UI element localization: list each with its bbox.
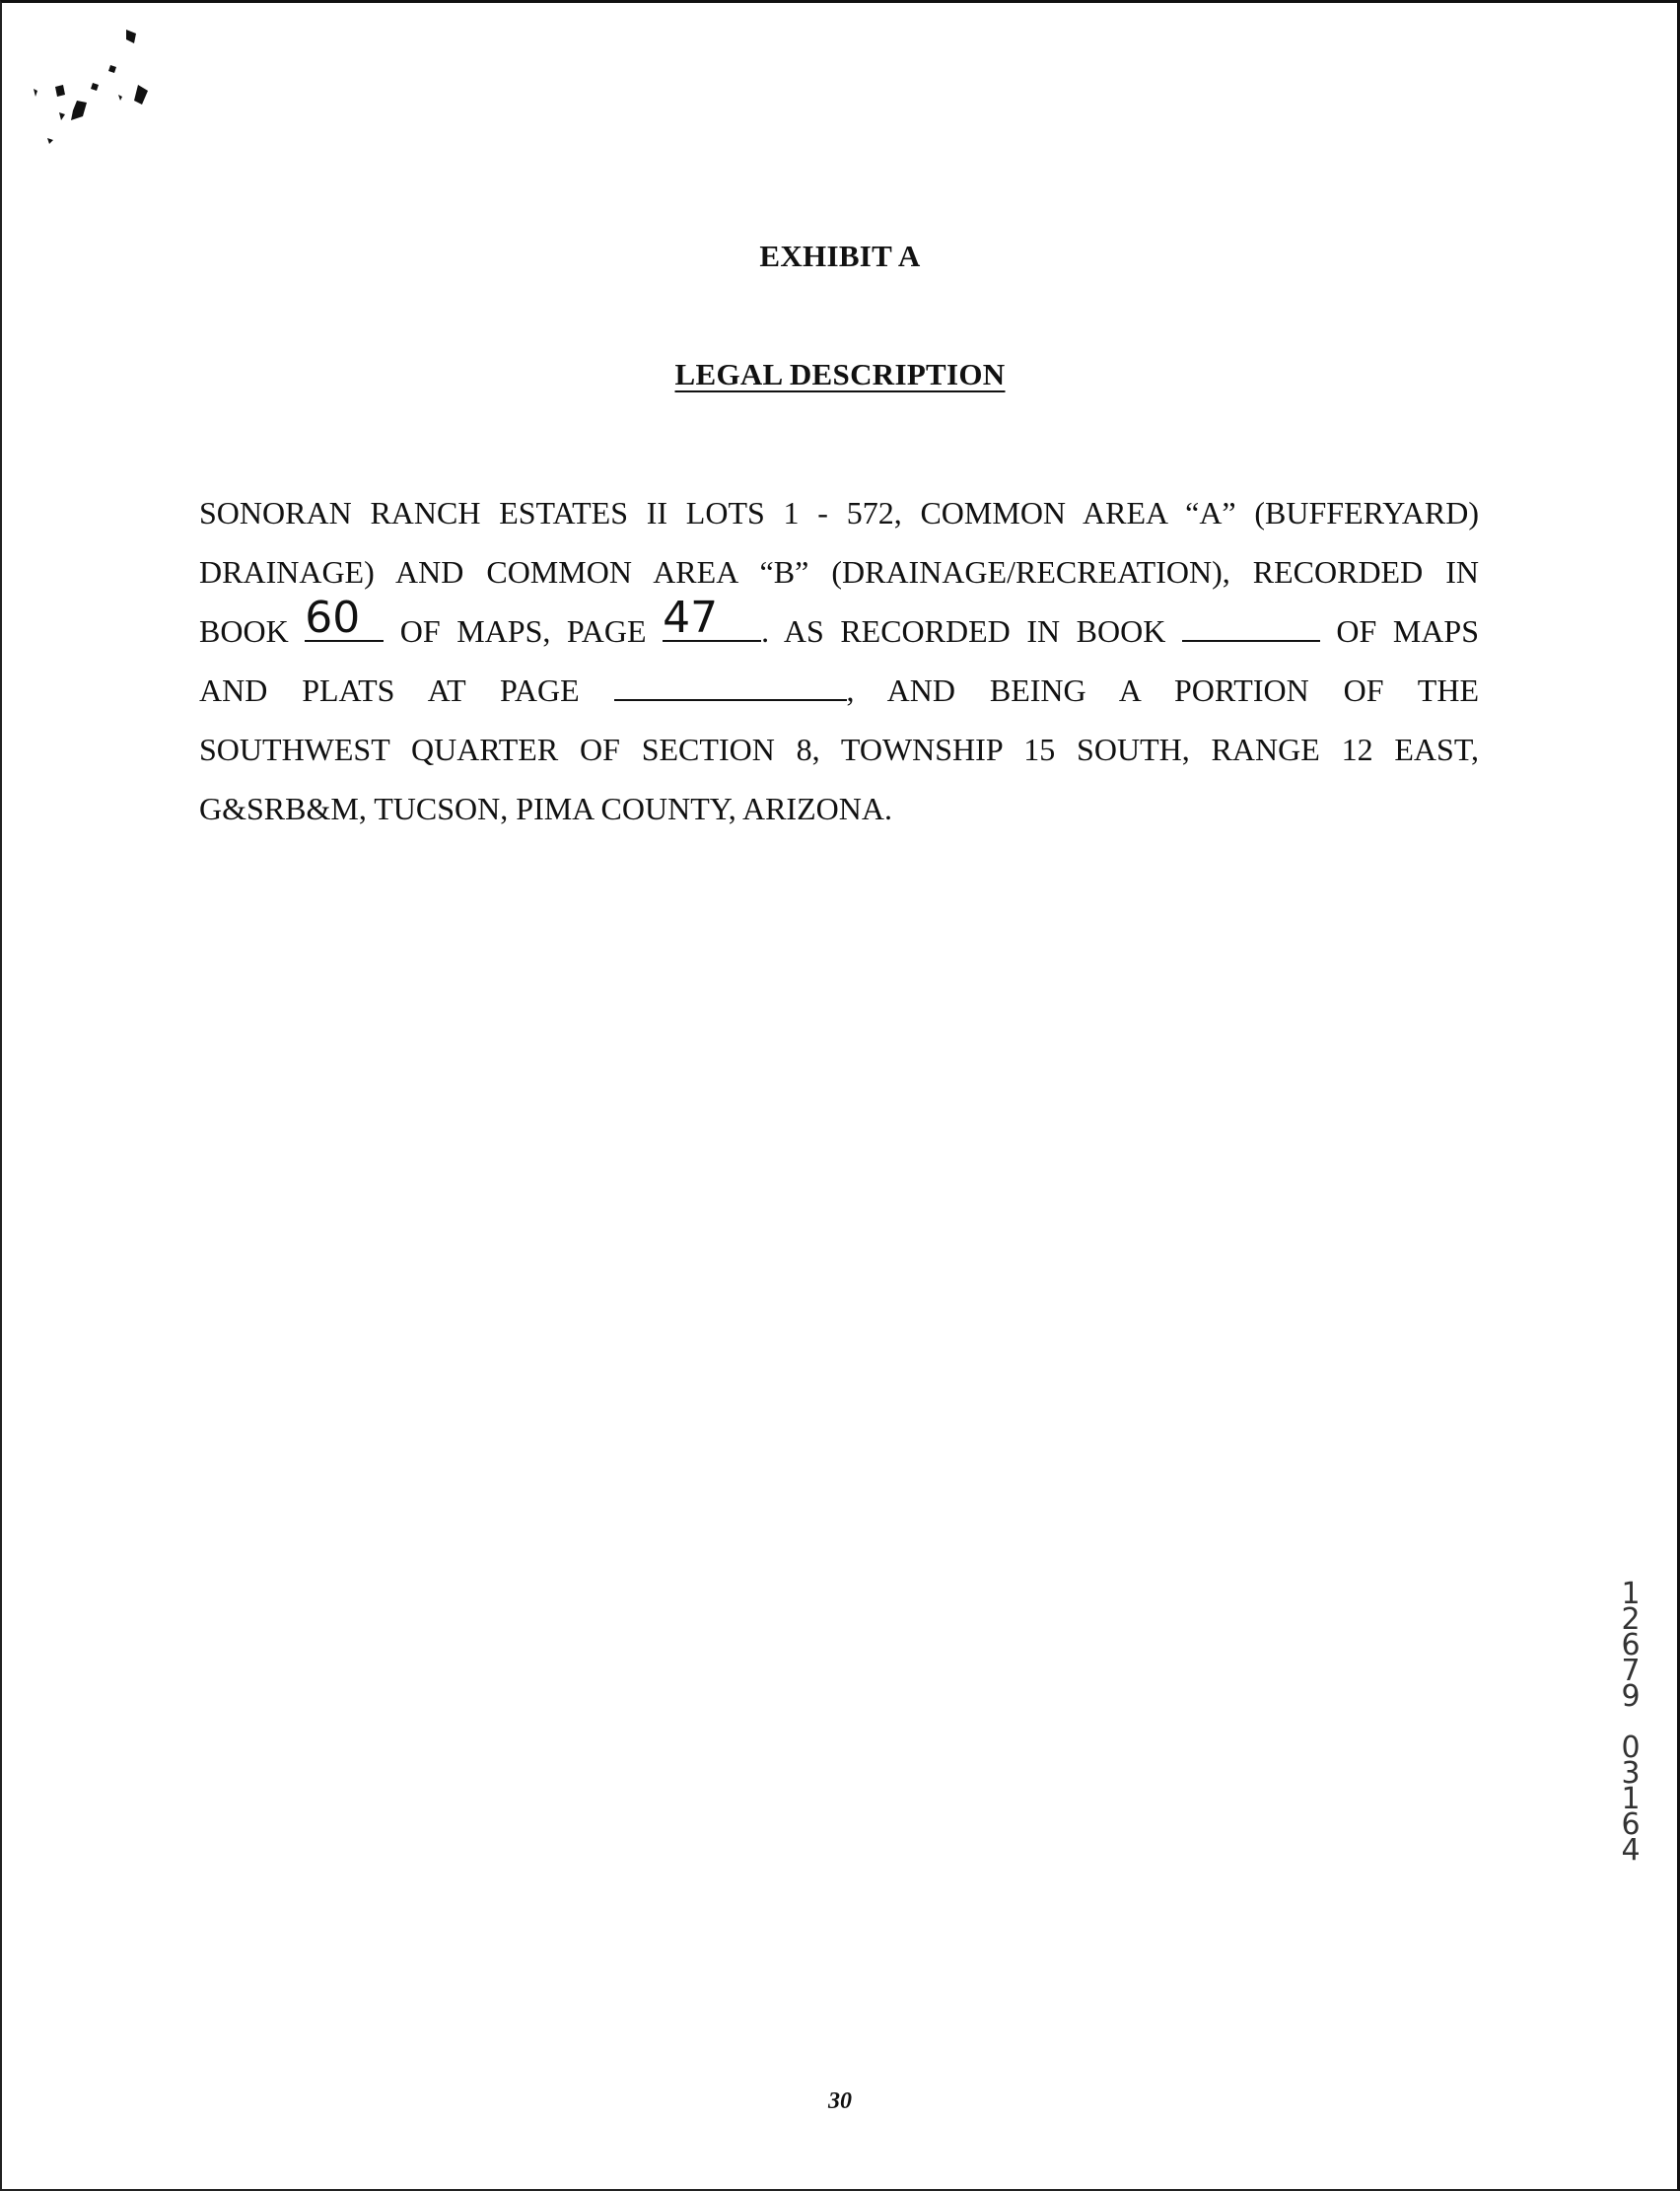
description-line-5: SOUTHWEST QUARTER OF SECTION 8, TOWNSHIP 15 SOUTH, RANGE 12 EAST, — [199, 732, 1479, 767]
recorded-book-blank — [1182, 614, 1320, 642]
stamp-digit: 6 — [1621, 1628, 1641, 1662]
section-title-text: LEGAL DESCRIPTION — [674, 357, 1006, 391]
description-line-6: G&SRB&M, TUCSON, PIMA COUNTY, ARIZONA. — [199, 791, 892, 826]
page-number-handwritten: 47 — [663, 593, 719, 643]
document-id-stamp — [1611, 1577, 1650, 1868]
stamp-digit: 7 — [1621, 1654, 1641, 1688]
stamp-digit: 3 — [1621, 1756, 1641, 1791]
plats-page-blank — [614, 673, 847, 701]
stamp-digit: 2 — [1621, 1602, 1641, 1637]
book-number-handwritten: 60 — [305, 593, 361, 643]
as-recorded-label: . AS RECORDED IN BOOK — [761, 613, 1166, 649]
description-line-4 — [199, 661, 1479, 720]
section-title — [0, 357, 1680, 392]
plats-page-label: AND PLATS AT PAGE — [199, 672, 580, 708]
portion-text: , AND BEING A PORTION OF THE — [846, 672, 1480, 708]
of-label: OF — [1336, 613, 1377, 649]
maps-page-label: OF MAPS, PAGE — [399, 613, 647, 649]
maps-label: MAPS — [1392, 613, 1480, 649]
description-line-3 — [199, 593, 1480, 661]
book-label: BOOK — [199, 613, 289, 649]
stamp-digit: 4 — [1621, 1833, 1641, 1868]
description-line-2: DRAINAGE) AND COMMON AREA “B” (DRAINAGE/RECREATION), RECORDED IN — [199, 554, 1479, 590]
page-number: 30 — [828, 2088, 852, 2114]
stamp-digit: 6 — [1621, 1807, 1641, 1842]
description-line-1: SONORAN RANCH ESTATES II LOTS 1 - 572, COMMON AREA “A” (BUFFERYARD) — [199, 495, 1479, 530]
stamp-digit: 1 — [1621, 1577, 1641, 1611]
stamp-digit: 0 — [1621, 1731, 1641, 1765]
legal-description — [199, 483, 1479, 838]
book-number-blank — [305, 593, 384, 643]
page-number-blank — [663, 593, 761, 643]
stamp-digit: 9 — [1621, 1679, 1641, 1714]
stamp-digit: 1 — [1621, 1782, 1641, 1816]
exhibit-title: EXHIBIT A — [759, 239, 921, 273]
scan-specks — [20, 22, 148, 160]
